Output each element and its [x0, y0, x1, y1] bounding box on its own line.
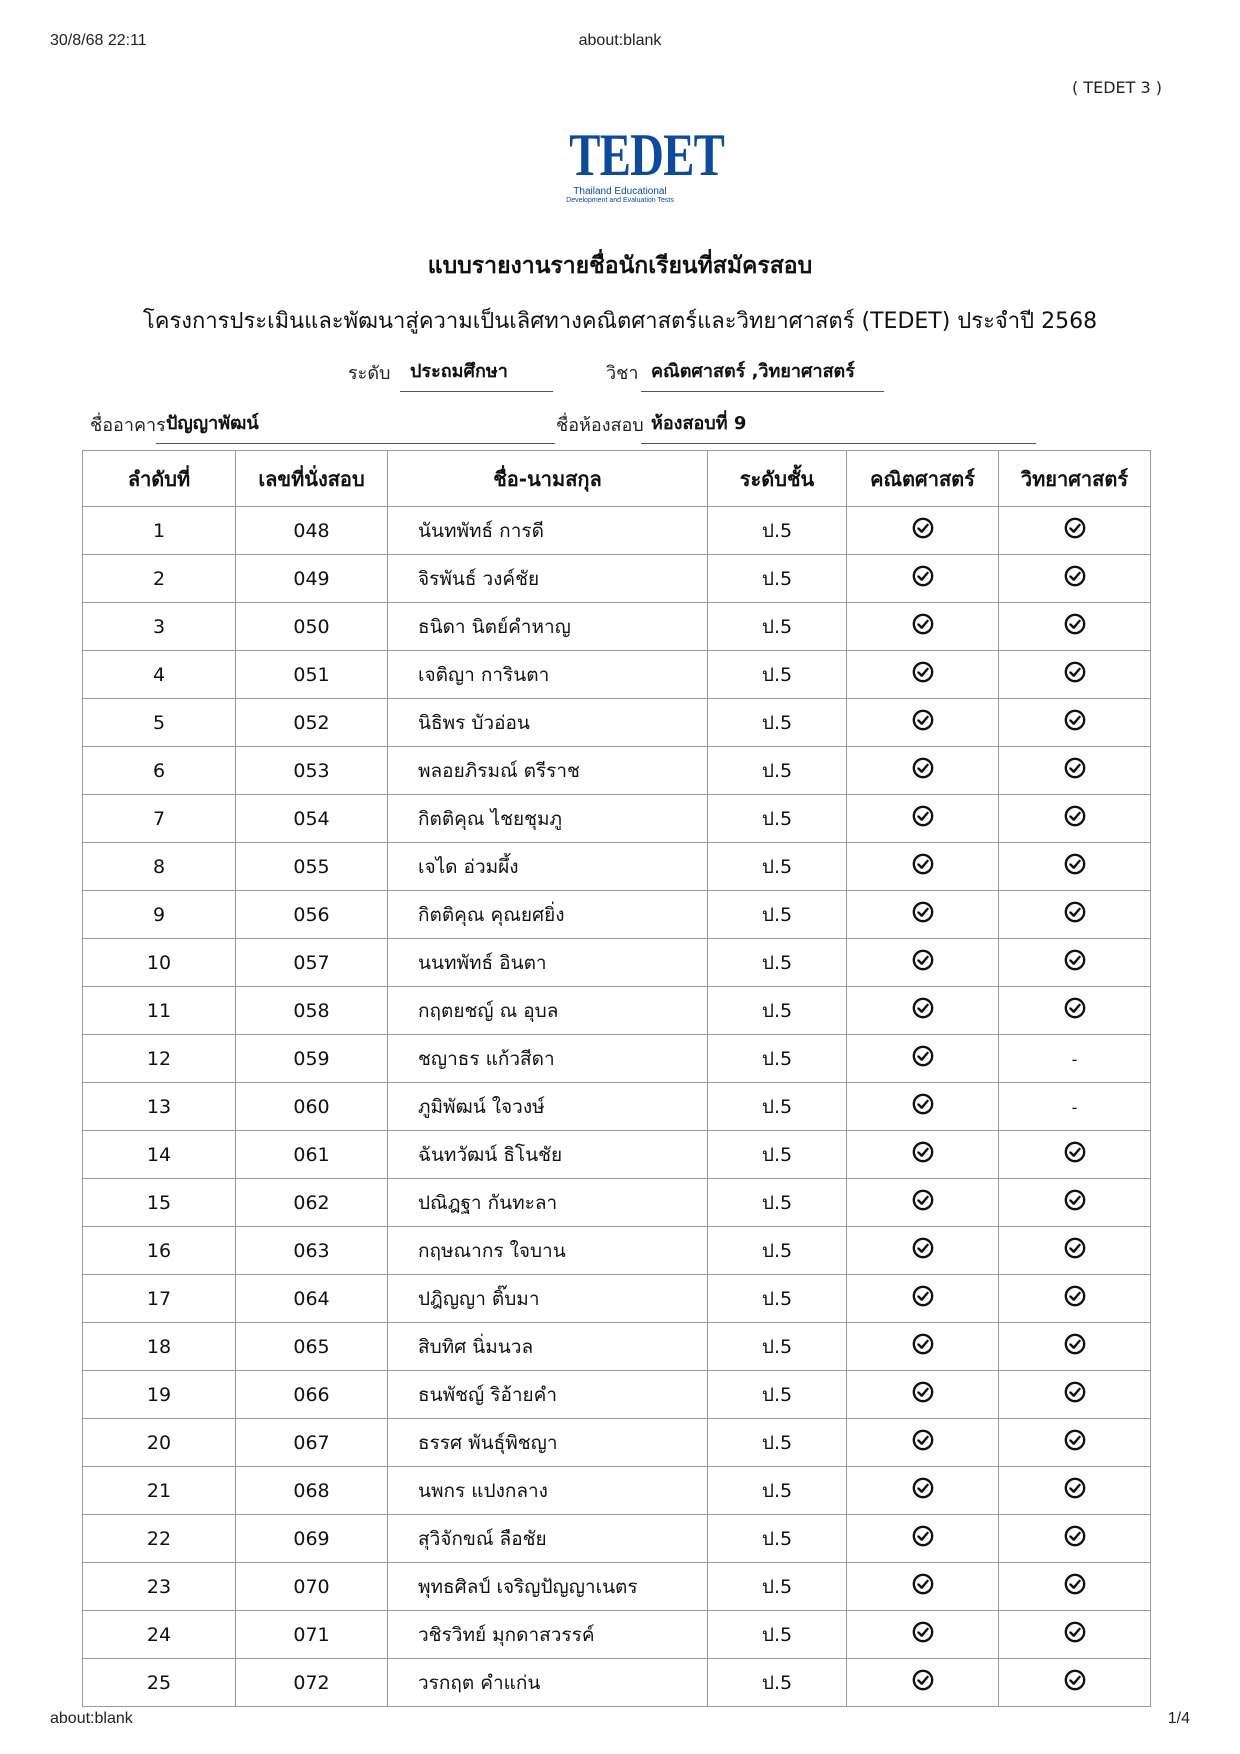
- row-number: 7: [83, 795, 236, 843]
- row-number: 3: [83, 603, 236, 651]
- table-row: [83, 1083, 1151, 1131]
- check-circle-icon: [1064, 901, 1086, 928]
- science-registration-cell: [999, 1467, 1151, 1515]
- check-circle-icon: [912, 709, 934, 736]
- not-registered-mark: -: [1071, 1049, 1078, 1069]
- science-registration-cell: [999, 699, 1151, 747]
- check-circle-icon: [1064, 997, 1086, 1024]
- student-name: ภูมิพัฒน์ ใจวงษ์: [388, 1083, 708, 1131]
- check-circle-icon: [1064, 1621, 1086, 1648]
- grade-level: ป.5: [708, 795, 847, 843]
- seat-number: 050: [236, 603, 388, 651]
- math-registration-cell: [847, 843, 999, 891]
- table-row: [83, 1035, 1151, 1083]
- student-name: พุทธศิลป์ เจริญปัญญาเนตร: [388, 1563, 708, 1611]
- check-circle-icon: [1064, 1333, 1086, 1360]
- science-registration-cell: [999, 603, 1151, 651]
- student-name: กิตติคุณ คุณยศยิ่ง: [388, 891, 708, 939]
- student-name: นิธิพร บัวอ่อน: [388, 699, 708, 747]
- math-registration-cell: [847, 891, 999, 939]
- math-registration-cell: [847, 1611, 999, 1659]
- science-registration-cell: [999, 939, 1151, 987]
- building-label: ชื่ออาคาร: [90, 415, 166, 436]
- student-name: นพกร แปงกลาง: [388, 1467, 708, 1515]
- check-circle-icon: [1064, 1525, 1086, 1552]
- science-registration-cell: [999, 651, 1151, 699]
- grade-level: ป.5: [708, 1035, 847, 1083]
- seat-number: 061: [236, 1131, 388, 1179]
- check-circle-icon: [1064, 1477, 1086, 1504]
- check-circle-icon: [912, 1669, 934, 1696]
- row-number: 1: [83, 507, 236, 555]
- grade-level: ป.5: [708, 939, 847, 987]
- math-registration-cell: [847, 1371, 999, 1419]
- print-url: about:blank: [578, 32, 662, 49]
- table-header-row: [83, 451, 1151, 507]
- table-row: [83, 1659, 1151, 1707]
- math-registration-cell: [847, 1659, 999, 1707]
- seat-number: 048: [236, 507, 388, 555]
- student-name: นันทพัทธ์ การดี: [388, 507, 708, 555]
- check-circle-icon: [1064, 805, 1086, 832]
- grade-level: ป.5: [708, 1131, 847, 1179]
- check-circle-icon: [912, 565, 934, 592]
- student-name: ปณิฎฐา กันทะลา: [388, 1179, 708, 1227]
- table-row: [83, 603, 1151, 651]
- check-circle-icon: [1064, 1237, 1086, 1264]
- math-registration-cell: [847, 747, 999, 795]
- seat-number: 055: [236, 843, 388, 891]
- table-row: [83, 795, 1151, 843]
- table-row: [83, 843, 1151, 891]
- science-registration-cell: [999, 747, 1151, 795]
- check-circle-icon: [912, 1189, 934, 1216]
- table-row: [83, 651, 1151, 699]
- science-registration-cell: [999, 1275, 1151, 1323]
- table-row: [83, 1563, 1151, 1611]
- check-circle-icon: [1064, 565, 1086, 592]
- row-number: 13: [83, 1083, 236, 1131]
- row-number: 2: [83, 555, 236, 603]
- page-subtitle: โครงการประเมินและพัฒนาสู่ความเป็นเลิศทางคณิตศาสตร์และวิทยาศาสตร์ (TEDET) ประจำปี 2568: [142, 309, 1098, 334]
- level-label: ระดับ: [348, 363, 391, 384]
- math-registration-cell: [847, 939, 999, 987]
- check-circle-icon: [912, 805, 934, 832]
- math-registration-cell: [847, 1515, 999, 1563]
- science-registration-cell: [999, 987, 1151, 1035]
- science-registration-cell: [999, 1371, 1151, 1419]
- science-registration-cell: [999, 795, 1151, 843]
- building-value: ปัญญาพัฒน์: [156, 408, 555, 444]
- science-registration-cell: [999, 1323, 1151, 1371]
- table-row: [83, 1371, 1151, 1419]
- footer-url: about:blank: [50, 1710, 133, 1727]
- student-name: เจติญา การินตา: [388, 651, 708, 699]
- grade-level: ป.5: [708, 843, 847, 891]
- page-number: 1/4: [1167, 1710, 1190, 1727]
- math-registration-cell: [847, 1323, 999, 1371]
- check-circle-icon: [912, 1141, 934, 1168]
- math-registration-cell: [847, 651, 999, 699]
- seat-number: 062: [236, 1179, 388, 1227]
- table-row: [83, 507, 1151, 555]
- check-circle-icon: [912, 757, 934, 784]
- seat-number: 072: [236, 1659, 388, 1707]
- seat-number: 063: [236, 1227, 388, 1275]
- math-registration-cell: [847, 987, 999, 1035]
- science-registration-cell: [999, 1131, 1151, 1179]
- subject-label: วิชา: [606, 363, 639, 384]
- grade-level: ป.5: [708, 1179, 847, 1227]
- seat-number: 054: [236, 795, 388, 843]
- grade-level: ป.5: [708, 891, 847, 939]
- check-circle-icon: [912, 517, 934, 544]
- math-registration-cell: [847, 1419, 999, 1467]
- check-circle-icon: [1064, 757, 1086, 784]
- seat-number: 056: [236, 891, 388, 939]
- table-row: [83, 555, 1151, 603]
- check-circle-icon: [912, 1381, 934, 1408]
- header-science: วิทยาศาสตร์: [999, 451, 1151, 507]
- check-circle-icon: [1064, 1285, 1086, 1312]
- science-registration-cell: [999, 1659, 1151, 1707]
- science-registration-cell: [999, 507, 1151, 555]
- check-circle-icon: [1064, 661, 1086, 688]
- science-registration-cell: [999, 1515, 1151, 1563]
- row-number: 9: [83, 891, 236, 939]
- math-registration-cell: [847, 1275, 999, 1323]
- math-registration-cell: [847, 699, 999, 747]
- grade-level: ป.5: [708, 987, 847, 1035]
- check-circle-icon: [912, 1237, 934, 1264]
- tedet-logo: [555, 122, 725, 205]
- check-circle-icon: [912, 901, 934, 928]
- header-grade: ระดับชั้น: [708, 451, 847, 507]
- seat-number: 065: [236, 1323, 388, 1371]
- check-circle-icon: [912, 1525, 934, 1552]
- row-number: 21: [83, 1467, 236, 1515]
- check-circle-icon: [1064, 1669, 1086, 1696]
- student-name: ฉันทวัฒน์ ธิโนชัย: [388, 1131, 708, 1179]
- seat-number: 053: [236, 747, 388, 795]
- seat-number: 049: [236, 555, 388, 603]
- student-name: วรกฤต คำแก่น: [388, 1659, 708, 1707]
- row-number: 15: [83, 1179, 236, 1227]
- grade-level: ป.5: [708, 1467, 847, 1515]
- table-row: [83, 1467, 1151, 1515]
- grade-level: ป.5: [708, 1275, 847, 1323]
- science-registration-cell: [999, 1419, 1151, 1467]
- student-name: ธนิดา นิตย์คำหาญ: [388, 603, 708, 651]
- table-row: [83, 1227, 1151, 1275]
- logo-subtitle-2: Development and Evaluation Tests: [566, 197, 674, 204]
- row-number: 17: [83, 1275, 236, 1323]
- math-registration-cell: [847, 507, 999, 555]
- row-number: 24: [83, 1611, 236, 1659]
- logo-text: TEDET: [569, 122, 725, 188]
- seat-number: 064: [236, 1275, 388, 1323]
- check-circle-icon: [912, 1573, 934, 1600]
- row-number: 16: [83, 1227, 236, 1275]
- seat-number: 058: [236, 987, 388, 1035]
- student-name: สิบทิศ นิ่มนวล: [388, 1323, 708, 1371]
- math-registration-cell: [847, 1179, 999, 1227]
- form-code: ( TEDET 3 ): [1071, 78, 1162, 97]
- check-circle-icon: [1064, 1573, 1086, 1600]
- check-circle-icon: [912, 1093, 934, 1120]
- room-value: ห้องสอบที่ 9: [641, 408, 1036, 444]
- table-body: [83, 507, 1151, 1707]
- table-row: [83, 1179, 1151, 1227]
- seat-number: 052: [236, 699, 388, 747]
- math-registration-cell: [847, 1035, 999, 1083]
- page-title: แบบรายงานรายชื่อนักเรียนที่สมัครสอบ: [427, 253, 813, 279]
- math-registration-cell: [847, 1131, 999, 1179]
- science-registration-cell: [999, 1035, 1151, 1083]
- check-circle-icon: [912, 661, 934, 688]
- row-number: 25: [83, 1659, 236, 1707]
- table-row: [83, 699, 1151, 747]
- row-number: 19: [83, 1371, 236, 1419]
- grade-level: ป.5: [708, 1227, 847, 1275]
- grade-level: ป.5: [708, 747, 847, 795]
- science-registration-cell: [999, 1227, 1151, 1275]
- grade-level: ป.5: [708, 603, 847, 651]
- row-number: 20: [83, 1419, 236, 1467]
- table-row: [83, 1611, 1151, 1659]
- row-number: 22: [83, 1515, 236, 1563]
- student-name: นนทพัทธ์ อินตา: [388, 939, 708, 987]
- check-circle-icon: [1064, 853, 1086, 880]
- student-name: กิตติคุณ ไชยชุมภู: [388, 795, 708, 843]
- student-name: กฤตยชญ์ ณ อุบล: [388, 987, 708, 1035]
- check-circle-icon: [912, 1621, 934, 1648]
- grade-level: ป.5: [708, 1611, 847, 1659]
- math-registration-cell: [847, 603, 999, 651]
- check-circle-icon: [912, 997, 934, 1024]
- check-circle-icon: [912, 1285, 934, 1312]
- table-row: [83, 1419, 1151, 1467]
- header-math: คณิตศาสตร์: [847, 451, 999, 507]
- check-circle-icon: [1064, 1429, 1086, 1456]
- student-name: เจได อ่วมผึ้ง: [388, 843, 708, 891]
- student-name: พลอยภิรมณ์ ตรีราช: [388, 747, 708, 795]
- science-registration-cell: [999, 1179, 1151, 1227]
- row-number: 8: [83, 843, 236, 891]
- header-no: ลำดับที่: [83, 451, 236, 507]
- student-name: ธนพัชญ์ ริอ้ายคำ: [388, 1371, 708, 1419]
- student-name: จิรพันธ์ วงค์ชัย: [388, 555, 708, 603]
- check-circle-icon: [1064, 1381, 1086, 1408]
- grade-level: ป.5: [708, 1083, 847, 1131]
- grade-level: ป.5: [708, 1419, 847, 1467]
- table-row: [83, 1131, 1151, 1179]
- grade-level: ป.5: [708, 507, 847, 555]
- header-seat: เลขที่นั่งสอบ: [236, 451, 388, 507]
- grade-level: ป.5: [708, 1563, 847, 1611]
- table-row: [83, 987, 1151, 1035]
- table-row: [83, 891, 1151, 939]
- science-registration-cell: [999, 1083, 1151, 1131]
- check-circle-icon: [1064, 949, 1086, 976]
- seat-number: 057: [236, 939, 388, 987]
- grade-level: ป.5: [708, 555, 847, 603]
- level-value: ประถมศึกษา: [400, 356, 553, 392]
- row-number: 5: [83, 699, 236, 747]
- check-circle-icon: [912, 949, 934, 976]
- room-label: ชื่อห้องสอบ: [556, 415, 644, 436]
- grade-level: ป.5: [708, 1323, 847, 1371]
- seat-number: 060: [236, 1083, 388, 1131]
- print-date: 30/8/68 22:11: [50, 32, 147, 49]
- math-registration-cell: [847, 1563, 999, 1611]
- student-roster-table: [82, 450, 1151, 1707]
- check-circle-icon: [1064, 517, 1086, 544]
- row-number: 6: [83, 747, 236, 795]
- check-circle-icon: [912, 1045, 934, 1072]
- science-registration-cell: [999, 891, 1151, 939]
- row-number: 18: [83, 1323, 236, 1371]
- math-registration-cell: [847, 1227, 999, 1275]
- grade-level: ป.5: [708, 1659, 847, 1707]
- check-circle-icon: [912, 613, 934, 640]
- seat-number: 066: [236, 1371, 388, 1419]
- student-name: ธรรศ พันธุ์พิชญา: [388, 1419, 708, 1467]
- student-name: กฤษณากร ใจบาน: [388, 1227, 708, 1275]
- seat-number: 067: [236, 1419, 388, 1467]
- table-row: [83, 939, 1151, 987]
- table-row: [83, 1275, 1151, 1323]
- student-name: ปฎิญญา ติ๊บมา: [388, 1275, 708, 1323]
- science-registration-cell: [999, 1563, 1151, 1611]
- seat-number: 070: [236, 1563, 388, 1611]
- row-number: 4: [83, 651, 236, 699]
- check-circle-icon: [1064, 1189, 1086, 1216]
- seat-number: 059: [236, 1035, 388, 1083]
- math-registration-cell: [847, 1083, 999, 1131]
- row-number: 11: [83, 987, 236, 1035]
- math-registration-cell: [847, 555, 999, 603]
- row-number: 12: [83, 1035, 236, 1083]
- table-row: [83, 1323, 1151, 1371]
- grade-level: ป.5: [708, 699, 847, 747]
- grade-level: ป.5: [708, 1515, 847, 1563]
- math-registration-cell: [847, 1467, 999, 1515]
- check-circle-icon: [912, 1429, 934, 1456]
- science-registration-cell: [999, 843, 1151, 891]
- check-circle-icon: [1064, 709, 1086, 736]
- header-name: ชื่อ-นามสกุล: [388, 451, 708, 507]
- subject-value: คณิตศาสตร์ ,วิทยาศาสตร์: [641, 356, 884, 392]
- logo-subtitle-1: Thailand Educational: [573, 186, 667, 197]
- check-circle-icon: [912, 853, 934, 880]
- not-registered-mark: -: [1071, 1097, 1078, 1117]
- seat-number: 051: [236, 651, 388, 699]
- check-circle-icon: [912, 1477, 934, 1504]
- science-registration-cell: [999, 555, 1151, 603]
- science-registration-cell: [999, 1611, 1151, 1659]
- seat-number: 071: [236, 1611, 388, 1659]
- grade-level: ป.5: [708, 1371, 847, 1419]
- student-name: สุวิจักขณ์ ลือชัย: [388, 1515, 708, 1563]
- table-row: [83, 747, 1151, 795]
- check-circle-icon: [1064, 1141, 1086, 1168]
- student-name: วชิรวิทย์ มุกดาสวรรค์: [388, 1611, 708, 1659]
- math-registration-cell: [847, 795, 999, 843]
- row-number: 10: [83, 939, 236, 987]
- seat-number: 068: [236, 1467, 388, 1515]
- grade-level: ป.5: [708, 651, 847, 699]
- seat-number: 069: [236, 1515, 388, 1563]
- check-circle-icon: [1064, 613, 1086, 640]
- student-name: ชญาธร แก้วสีดา: [388, 1035, 708, 1083]
- table-row: [83, 1515, 1151, 1563]
- row-number: 23: [83, 1563, 236, 1611]
- row-number: 14: [83, 1131, 236, 1179]
- check-circle-icon: [912, 1333, 934, 1360]
